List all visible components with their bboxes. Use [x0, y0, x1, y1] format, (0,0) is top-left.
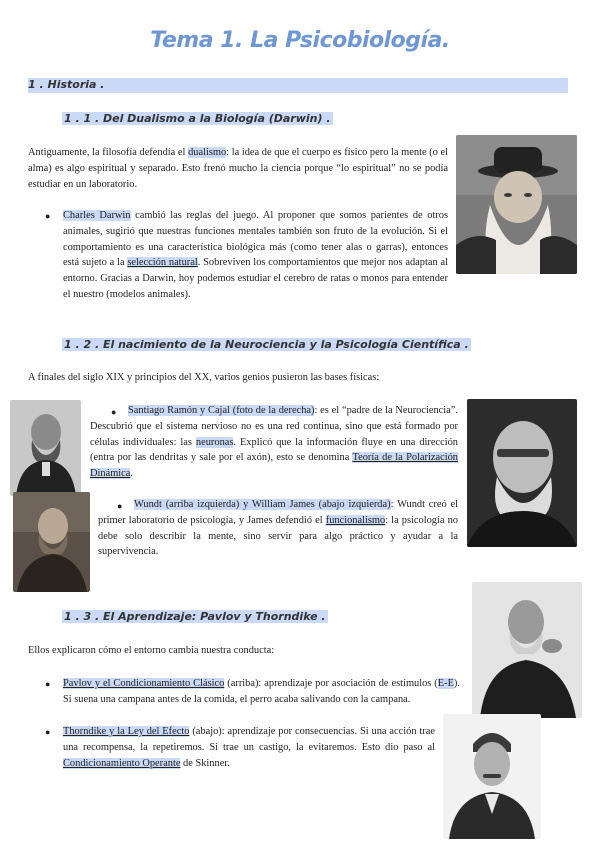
photo-charles-darwin: [456, 135, 577, 274]
photo-wundt: [10, 400, 81, 496]
bullet-darwin: Charles Darwin cambió las reglas del juego. Al proponer que somos parientes de otros animales, sugirió que nuestras funciones mentales también son fruto de la evolución. Si el comportamiento es una característica biológica más (como tener alas o garras), entonces está sujeto a la selección natural. Sobreviven los comportamientos que mejor nos adaptan al entorno. Gracias a Darwin, hoy podemos estudiar el cerebro de ratas o monos para entender el nuestro (modelos animales).: [63, 210, 449, 300]
highlight-seleccion-natural: selección natural: [127, 257, 198, 269]
highlight-condicionamiento-operante: Condicionamiento Operante: [63, 757, 181, 769]
bullet-marker: ●: [117, 501, 123, 511]
highlight-funcionalismo: funcionalismo: [325, 514, 386, 526]
bullet-marker: ●: [45, 727, 51, 737]
bullet-pavlov: Pavlov y el Condicionamiento Clásico (arriba): aprendizaje por asociación de estímulos (E-E). Si suena una campana antes de la comida, el perro acaba salivando con la campana.: [63, 678, 460, 705]
highlight-dualismo: dualismo: [188, 147, 227, 158]
photo-ramon-y-cajal: [467, 399, 577, 547]
highlight-pavlov: Pavlov y el Condicionamiento Clásico: [63, 678, 225, 689]
photo-william-james: [13, 492, 90, 592]
highlight-ramon-y-cajal: Santiago Ramón y Cajal (foto de la derecha): [128, 405, 315, 416]
photo-thorndike: [443, 714, 541, 839]
highlight-charles-darwin: Charles Darwin: [63, 210, 131, 221]
highlight-polarizacion-dinamica: Teoría de la Polarización Dinámica: [90, 452, 458, 480]
subsection-heading-text: 1 . 1 . Del Dualismo a la Biología (Darwin) .: [64, 112, 331, 125]
highlight-neuronas: neuronas: [195, 436, 234, 448]
highlight-e-e: E-E: [437, 678, 454, 689]
subsection-heading-neurociencia: [62, 338, 471, 351]
paragraph-intro-aprendizaje: Ellos explicaron cómo el entorno cambia nuestra conducta:: [28, 645, 275, 656]
paragraph-intro-neurociencia: A finales del siglo XIX y principios del XX, varios genios pusieron las bases físicas:: [28, 372, 380, 383]
highlight-wundt-james: Wundt (arriba izquierda) y William James (abajo izquierda): [134, 499, 391, 510]
bullet-marker: ●: [45, 679, 51, 689]
bullet-marker: ●: [45, 211, 51, 221]
subsection-heading-aprendizaje: [62, 610, 328, 623]
bullet-thorndike: Thorndike y la Ley del Efecto (abajo): aprendizaje por consecuencias. Si una acción trae una recompensa, la repetiremos. Si trae un castigo, la evitaremos. Esto dio paso al Condicionamiento Operante de Skinner.: [63, 726, 435, 769]
page-title: Tema 1. La Psicobiología.: [150, 28, 450, 53]
section-heading-historia: 1 . Historia .: [28, 78, 105, 91]
bullet-marker: ●: [111, 407, 117, 417]
bullet-ramon-y-cajal: Santiago Ramón y Cajal (foto de la derecha): es el “padre de la Neurociencia”. Descubrió que el sistema nervioso no es una red continua, sino que está formado por células individuales: las neuronas. Explicó que la información fluye en una dirección (entra por las dendritas y sale por el axón), esto se denomina Teoría de la Polarización Dinámica.: [90, 405, 459, 480]
subsection-heading-dualismo: [62, 112, 333, 125]
paragraph-dualismo: Antiguamente, la filosofía defendía el dualismo: la idea de que el cuerpo es físico pero la mente (o el alma) es algo espiritual y separado. Esto frenó mucho la ciencia porque “lo espiritual” no se podía estudiar en un laboratorio.: [28, 147, 448, 190]
bullet-wundt-james: Wundt (arriba izquierda) y William James (abajo izquierda): Wundt creó el primer laboratorio de psicología, y James defendió el funcionalismo: la psicología no debe solo describir la mente, sino servir para algo práctico y ayudar a la supervivencia.: [98, 499, 459, 558]
highlight-thorndike: Thorndike y la Ley del Efecto: [63, 726, 190, 737]
subsection-heading-text: 1 . 3 . El Aprendizaje: Pavlov y Thorndike .: [64, 610, 326, 623]
subsection-heading-text: 1 . 2 . El nacimiento de la Neurociencia y la Psicología Científica .: [64, 338, 469, 351]
section-heading-bar: [28, 78, 568, 93]
photo-pavlov: [472, 582, 582, 718]
